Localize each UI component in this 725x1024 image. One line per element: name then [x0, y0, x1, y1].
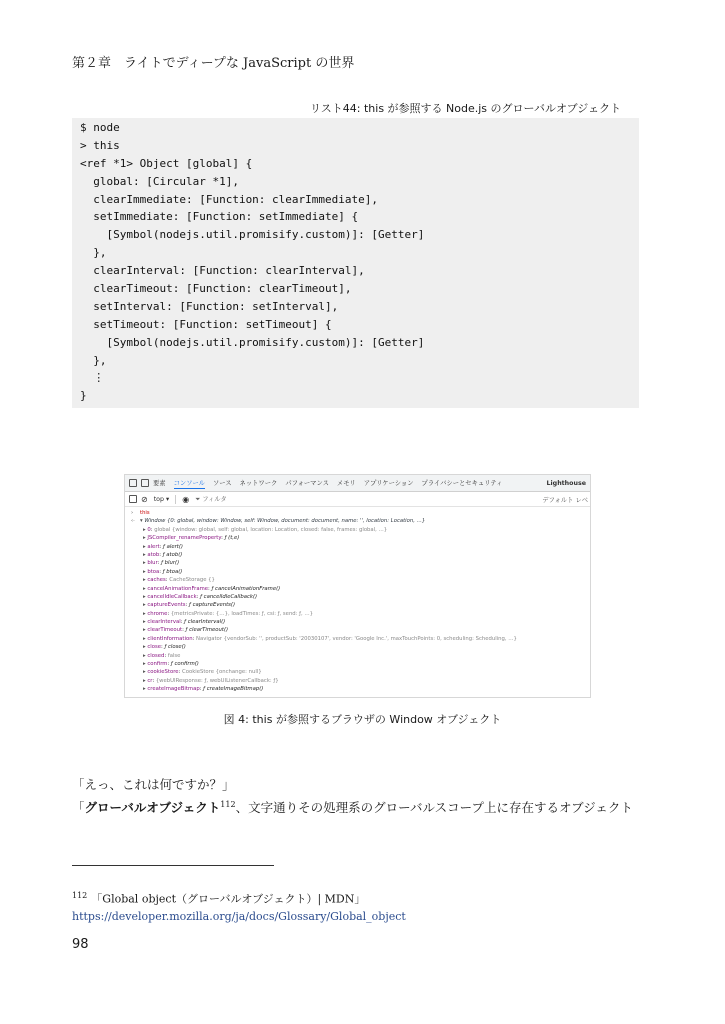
property-row[interactable]: ▸ blur: ƒ blur(): [143, 560, 180, 567]
code-line: $ node: [80, 121, 120, 134]
filter-input[interactable]: [195, 494, 226, 504]
expand-triangle-icon[interactable]: ▸: [143, 535, 148, 542]
code-line: <ref *1> Object [global] {: [80, 156, 253, 170]
property-value: Navigator {vendorSub: '', productSub: '20030107', vendor: 'Google Inc.', maxTouchPoints: 0, scheduling: Scheduling, …}: [196, 635, 517, 642]
result-arrow-icon: ‹·: [131, 518, 135, 525]
toolbar-divider: [175, 495, 176, 504]
property-row[interactable]: ▸ createImageBitmap: ƒ createImageBitmap(): [143, 686, 264, 693]
code-line: global: [Circular *1],: [80, 174, 239, 188]
property-key: clearTimeout: [147, 627, 183, 634]
property-value: ƒ blur(): [161, 560, 180, 567]
code-listing: [72, 118, 639, 408]
property-key: blur: [147, 560, 158, 567]
code-line: clearImmediate: [Function: clearImmediate],: [80, 192, 379, 206]
property-row[interactable]: ▸ confirm: ƒ confirm(): [143, 661, 199, 668]
expand-triangle-icon[interactable]: ▸: [143, 677, 148, 684]
property-key: closed: [147, 652, 165, 659]
page-number: 98: [72, 937, 89, 952]
expand-triangle-icon[interactable]: ▸: [143, 619, 148, 626]
property-value: ƒ clearInterval(): [184, 619, 226, 626]
code-line: }: [80, 389, 87, 403]
property-key: captureEvents: [147, 602, 186, 609]
footnote: [72, 887, 406, 925]
expand-triangle-icon[interactable]: ▸: [143, 602, 148, 609]
property-value: ƒ createImageBitmap(): [203, 686, 264, 693]
expand-triangle-icon[interactable]: ▸: [143, 627, 148, 634]
property-value: ƒ alert(): [163, 543, 183, 550]
code-line: setTimeout: [Function: setTimeout] {: [80, 317, 332, 331]
expand-triangle-icon[interactable]: ▸: [143, 568, 148, 575]
window-object-summary: Window {0: global, window: Window, self: Window, document: document, name: '', location: Location, …}: [144, 518, 426, 525]
property-row[interactable]: ▸ cancelIdleCallback: ƒ cancelIdleCallback(): [143, 593, 258, 600]
property-value: CacheStorage {}: [169, 577, 215, 584]
paragraph-question: 「えっ、これは何ですか？」: [72, 777, 235, 792]
expand-triangle-icon[interactable]: ▸: [143, 652, 148, 659]
property-key: cookieStore: [147, 669, 179, 676]
console-command: this: [140, 510, 150, 516]
property-value: ƒ confirm(): [170, 661, 199, 668]
property-value: ƒ cancelIdleCallback(): [200, 593, 258, 600]
property-key: cr: [147, 677, 153, 684]
expand-triangle-icon[interactable]: ▸: [143, 551, 148, 558]
property-value: global {window: global, self: global, location: Location, closed: false, frames: global, …}: [154, 526, 388, 533]
property-row[interactable]: ▸ closed: false: [143, 652, 181, 659]
property-value: ƒ close(): [164, 644, 186, 651]
device-toggle-icon[interactable]: [141, 479, 149, 487]
code-line: ⋮: [80, 371, 105, 385]
footnote-url[interactable]: https://developer.mozilla.org/ja/docs/Glossary/Global_object: [72, 909, 406, 923]
property-value: {metricsPrivate: {…}, loadTimes: ƒ, csi: ƒ, send: ƒ, …}: [170, 610, 314, 617]
code-line: clearInterval: [Function: clearInterval],: [80, 264, 365, 278]
property-value: false: [167, 652, 181, 659]
property-row[interactable]: ▸ caches: CacheStorage {}: [143, 577, 215, 584]
property-row[interactable]: ▸ cookieStore: CookieStore {onchange: null}: [143, 669, 262, 676]
property-row[interactable]: ▸ clearTimeout: ƒ clearTimeout(): [143, 627, 229, 634]
console-input-line: [131, 509, 590, 517]
chapter-header: 第２章 ライトでディープな JavaScript の世界: [72, 56, 355, 71]
footnote-rule: [72, 865, 274, 866]
answer-text: 、文字通りその処理系のグローバルスコープ上に存在するオブジェクト: [235, 800, 633, 815]
prompt-chevron-icon: ›: [131, 510, 134, 516]
property-row[interactable]: ▸ btoa: ƒ btoa(): [143, 568, 183, 575]
devtools-tab[interactable]: ネットワーク: [239, 479, 278, 487]
devtools-tab[interactable]: ソース: [212, 479, 232, 487]
property-key: cancelAnimationFrame: [147, 585, 209, 592]
property-key: btoa: [147, 568, 160, 575]
log-levels-select[interactable]: デフォルト レベ: [542, 496, 588, 504]
devtools-screenshot: [124, 474, 591, 698]
property-key: alert: [147, 543, 160, 550]
property-key: confirm: [147, 661, 168, 668]
console-result-line[interactable]: [131, 517, 590, 525]
open-quote: 「: [72, 800, 85, 815]
context-select[interactable]: top ▾: [153, 495, 170, 503]
clear-console-icon[interactable]: ⊘: [141, 494, 148, 504]
expand-triangle-icon[interactable]: ▸: [143, 669, 148, 676]
property-row[interactable]: ▸ clientInformation: Navigator {vendorSub: '', productSub: '20030107', vendor: 'Google Inc.', maxTouchPoints: 0, scheduling: Scheduling, …}: [143, 635, 517, 642]
property-row[interactable]: ▸ alert: ƒ alert(): [143, 543, 183, 550]
property-key: JSCompiler_renameProperty: [147, 535, 222, 542]
expand-triangle-icon[interactable]: ▸: [143, 686, 148, 693]
listing-caption: リスト44: this が参照する Node.js のグローバルオブジェクト: [310, 102, 621, 115]
property-key: caches: [147, 577, 166, 584]
property-key: cancelIdleCallback: [147, 593, 197, 600]
filter-icon: ⏷: [195, 496, 203, 503]
expand-triangle-icon[interactable]: ▾: [140, 518, 145, 525]
expand-triangle-icon[interactable]: ▸: [143, 526, 148, 533]
expand-triangle-icon[interactable]: ▸: [143, 585, 148, 592]
property-value: ƒ atob(): [162, 551, 183, 558]
code-line: > this: [80, 138, 120, 152]
property-key: atob: [147, 551, 160, 558]
property-value: ƒ btoa(): [162, 568, 183, 575]
code-line: clearTimeout: [Function: clearTimeout],: [80, 282, 352, 296]
figure-caption: 図 4: this が参照するブラウザの Window オブジェクト: [223, 713, 502, 726]
property-value: ƒ (t,e): [224, 535, 240, 542]
devtools-tab-bar: [125, 475, 590, 492]
expand-triangle-icon[interactable]: ▸: [143, 661, 148, 668]
property-row[interactable]: ▸ atob: ƒ atob(): [143, 551, 183, 558]
property-key: clearInterval: [147, 619, 181, 626]
devtools-tab[interactable]: アプリケーション: [363, 479, 414, 487]
sidebar-icon[interactable]: [129, 495, 137, 503]
code-line: setInterval: [Function: setInterval],: [80, 299, 339, 313]
eye-icon[interactable]: ◉: [182, 494, 190, 504]
property-row[interactable]: ▸ chrome: {metricsPrivate: {…}, loadTimes: ƒ, csi: ƒ, send: ƒ, …}: [143, 610, 314, 617]
devtools-tab[interactable]: パフォーマンス: [285, 479, 329, 487]
expand-triangle-icon[interactable]: ▸: [143, 635, 148, 642]
property-key: 0: [147, 526, 151, 533]
devtools-tab[interactable]: コンソール: [173, 479, 205, 487]
filter-placeholder: フィルタ: [202, 496, 227, 503]
property-row[interactable]: ▸ captureEvents: ƒ captureEvents(): [143, 602, 236, 609]
expand-triangle-icon[interactable]: ▸: [143, 577, 148, 584]
property-value: CookieStore {onchange: null}: [182, 669, 262, 676]
expand-triangle-icon[interactable]: ▸: [143, 560, 148, 567]
expand-triangle-icon[interactable]: ▸: [143, 593, 148, 600]
property-key: createImageBitmap: [147, 686, 200, 693]
devtools-tab[interactable]: 要素: [153, 479, 166, 487]
property-key: close: [147, 644, 161, 651]
property-value: ƒ cancelAnimationFrame(): [211, 585, 281, 592]
property-value: ƒ captureEvents(): [189, 602, 236, 609]
inspect-icon[interactable]: [129, 479, 137, 487]
tab-lighthouse[interactable]: Lighthouse: [546, 479, 586, 487]
property-key: chrome: [147, 610, 168, 617]
property-key: clientInformation: [147, 635, 193, 642]
property-value: ƒ clearTimeout(): [185, 627, 229, 634]
property-row[interactable]: ▸ cancelAnimationFrame: ƒ cancelAnimationFrame(): [143, 585, 281, 592]
code-line: },: [80, 353, 107, 367]
property-row[interactable]: ▸ cr: {webUIResponse: ƒ, webUIListenerCallback: ƒ}: [143, 677, 279, 684]
devtools-tab[interactable]: メモリ: [336, 479, 356, 487]
console-toolbar: [125, 492, 590, 507]
property-row[interactable]: ▸ clearInterval: ƒ clearInterval(): [143, 619, 226, 626]
code-line: [Symbol(nodejs.util.promisify.custom)]: [Getter]: [80, 228, 425, 242]
code-line: setImmediate: [Function: setImmediate] {: [80, 210, 359, 224]
code-line: },: [80, 246, 107, 260]
expand-triangle-icon[interactable]: ▸: [143, 610, 148, 617]
paragraph-answer: [72, 798, 633, 816]
property-row[interactable]: ▸ close: ƒ close(): [143, 644, 186, 651]
code-line: [Symbol(nodejs.util.promisify.custom)]: [Getter]: [80, 335, 425, 349]
expand-triangle-icon[interactable]: ▸: [143, 543, 148, 550]
bold-term: グローバルオブジェクト: [84, 800, 221, 815]
property-value: {webUIResponse: ƒ, webUIListenerCallback: ƒ}: [155, 677, 279, 684]
footnote-title: 「Global object（グローバルオブジェクト）| MDN」: [91, 892, 366, 906]
footnote-number: 112: [72, 891, 88, 900]
console-output: [125, 507, 590, 694]
footnote-ref[interactable]: 112: [220, 799, 236, 809]
property-row[interactable]: ▸ JSCompiler_renameProperty: ƒ (t,e): [143, 535, 240, 542]
property-row[interactable]: ▸ 0: global {window: global, self: global, location: Location, closed: false, frames: global, …}: [143, 526, 388, 533]
expand-triangle-icon[interactable]: ▸: [143, 644, 148, 651]
devtools-tab[interactable]: プライバシーとセキュリティ: [421, 479, 503, 487]
